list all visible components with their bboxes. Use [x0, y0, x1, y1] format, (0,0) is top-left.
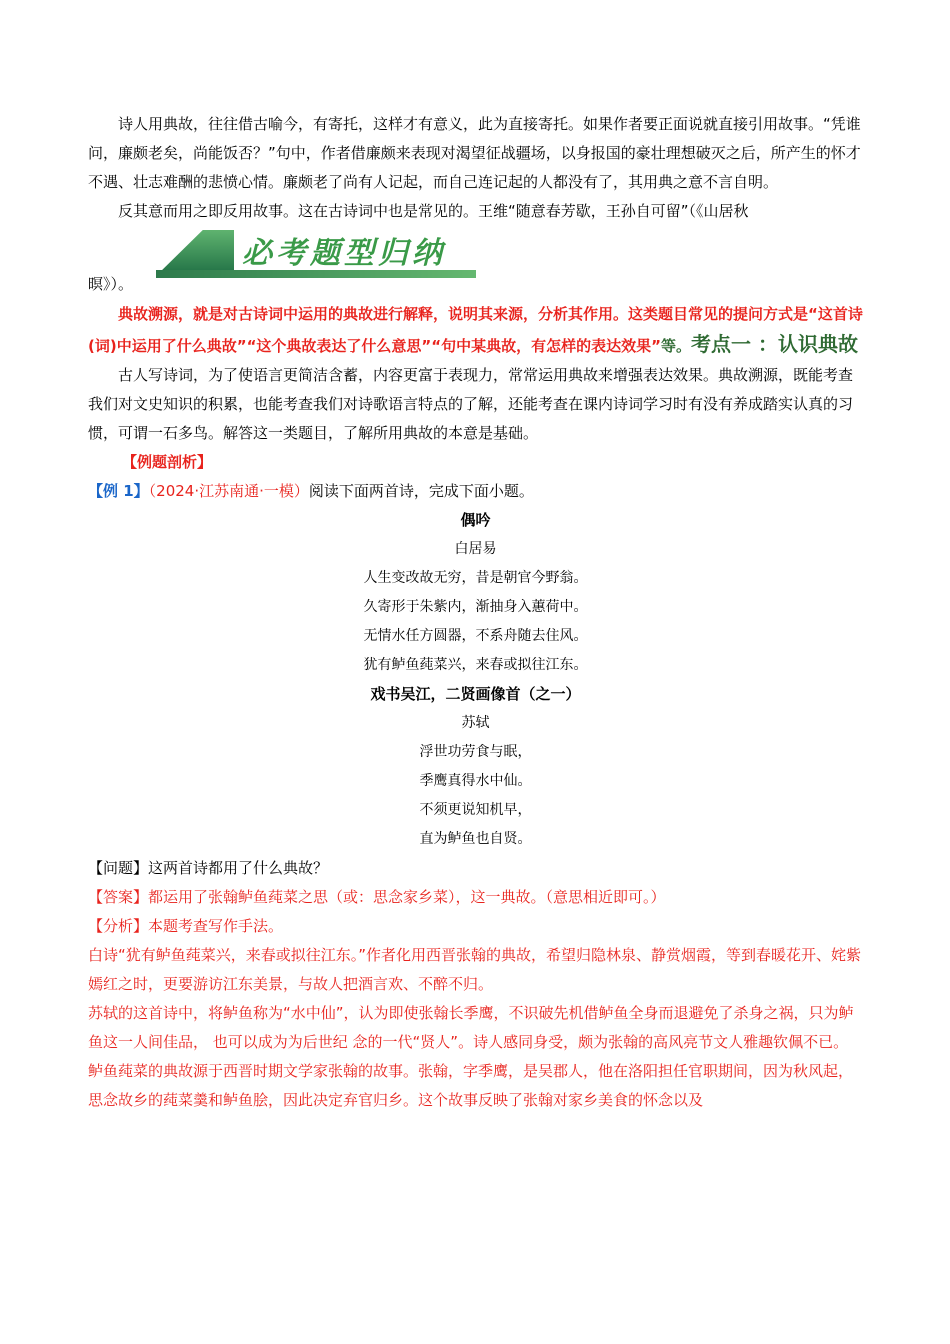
analysis-text: 本题考查写作手法。: [148, 917, 284, 935]
analysis-line: [88, 912, 863, 941]
poem-1-title: 偶吟: [460, 511, 491, 529]
banner-title: 必考题型归纳: [242, 236, 446, 271]
poem-2-line: 直为鲈鱼也自贤。: [419, 831, 532, 847]
summary-tail: 等。: [661, 337, 692, 355]
section-banner: [156, 230, 476, 282]
kaodian-paragraph: 古人写诗词，为了使语言更简洁含蓄，内容更富于表现力，常常运用典故来增强表达效果。典故溯源，既能考查我们对文史知识的积累，也能考查我们对诗歌语言特点的了解，还能考查在课内诗词学习时有没有养成踏实认真的习惯，可谓一石多鸟。解答这一类题目，了解所用典故的本意是基础。: [88, 366, 854, 442]
example-source: （2024·江苏南通·一模）: [148, 482, 309, 500]
question-label: 【问题】: [88, 859, 149, 877]
document-page: [88, 110, 863, 1115]
intro-paragraph-2: 反其意而用之即反用故事。这在古诗词中也是常见的。王维“随意春芳歇，王孙自可留”（《山居秋: [118, 202, 749, 220]
summary-red-text: 典故溯源，就是对古诗词中运用的典故进行解释，说明其来源，分析其作用。这类题目常见的提问方式是“这首诗(词)中运用了什么典故”“这个典故表达了什么意思”“句中某典故，有怎样的表达效果”: [88, 305, 863, 355]
example-section-label: 【例题剖析】: [122, 453, 213, 471]
poem-2-author: 苏轼: [461, 715, 490, 731]
question-line: [88, 854, 863, 883]
poem-1-author: 白居易: [454, 541, 497, 557]
analysis-paragraph-3: 鲈鱼莼菜的典故源于西晋时期文学家张翰的故事。张翰，字季鹰，是吴郡人，他在洛阳担任官职期间，因为秋风起，思念故乡的莼菜羹和鲈鱼脍，因此决定弃官归乡。这个故事反映了张翰对家乡美食的怀念以及: [88, 1062, 854, 1109]
poem-1-line: 犹有鲈鱼莼菜兴，来春或拟往江东。: [363, 657, 588, 673]
answer-line: [88, 883, 863, 912]
intro-paragraph-1: 诗人用典故，往往借古喻今，有寄托，这样才有意义，此为直接寄托。如果作者要正面说就直接引用故事。“凭谁问，廉颇老矣，尚能饭否？”句中，作者借廉颇来表现对渴望征战疆场，以身报国的豪壮理想破灭之后，所产生的怀才不遇、壮志难酬的悲愤心情。廉颇老了尚有人记起，而自己连记起的人都没有了，其用典之意不言自明。: [88, 115, 861, 191]
example-instruction: 阅读下面两首诗，完成下面小题。: [308, 482, 534, 500]
poem-1-line: 久寄形于朱紫内，渐抽身入蕙荷中。: [363, 599, 588, 615]
section-banner-row: [88, 226, 863, 300]
analysis-paragraph-1: 白诗“犹有鲈鱼莼菜兴，来春或拟往江东。”作者化用西晋张翰的典故，希望归隐林泉、静赏烟霞，等到春暖花开、姹紫嫣红之时，更要游访江东美景，与故人把酒言欢、不醉不归。: [88, 946, 862, 993]
example-line: [88, 477, 863, 506]
answer-text: 都运用了张翰鲈鱼莼菜之思（或：思念家乡菜），这一典故。（意思相近即可。）: [148, 888, 666, 906]
poem-2-line: 季鹰真得水中仙。: [419, 773, 532, 789]
poem-1-line: 无情水任方圆器，不系舟随去住风。: [363, 628, 588, 644]
intro-paragraph-2-tail: 暝》）。: [88, 275, 134, 293]
poem-2-line: 浮世功劳食与眠，: [419, 744, 532, 760]
poem-1: [88, 506, 863, 680]
example-tag: 【例 1】: [88, 482, 149, 500]
kaodian-heading: 考点一 ：认识典故: [691, 332, 858, 356]
analysis-label: 【分析】: [88, 917, 149, 935]
analysis-paragraph-2: 苏轼的这首诗中，将鲈鱼称为“水中仙”，认为即使张翰长季鹰，不识破先机借鲈鱼全身而退避免了杀身之祸，只为鲈鱼这一人间佳品， 也可以成为为后世纪 念的一代“贤人”。诗人感同身受，颇为张翰的高风亮节文人雅趣钦佩不已。: [88, 1004, 854, 1051]
poem-2-title: 戏书吴江，二贤画像首（之一）: [370, 685, 581, 703]
poem-1-line: 人生变改故无穷，昔是朝官今野翁。: [363, 570, 588, 586]
summary-paragraph: [88, 300, 863, 361]
answer-label: 【答案】: [88, 888, 149, 906]
poem-2: [88, 680, 863, 854]
question-text: 这两首诗都用了什么典故？: [148, 859, 329, 877]
poem-2-line: 不须更说知机早，: [419, 802, 532, 818]
